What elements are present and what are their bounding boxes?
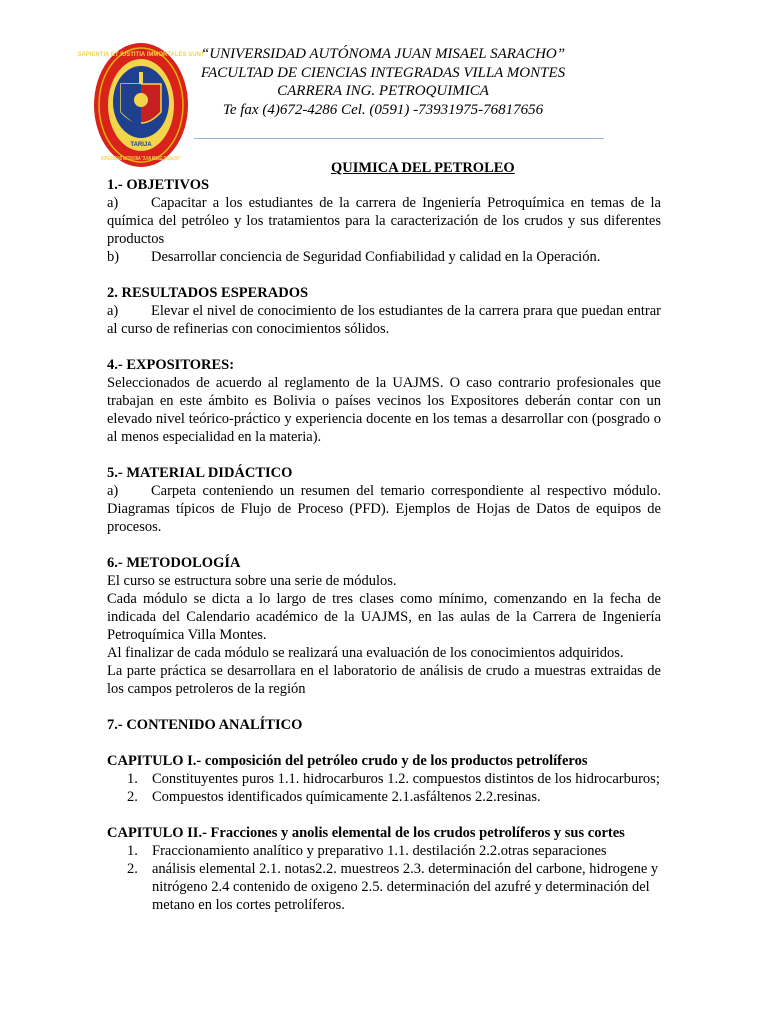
faculty-name: FACULTAD DE CIENCIAS INTEGRADAS VILLA MONTES (200, 64, 566, 81)
document-body (107, 176, 661, 914)
objetivo-b (107, 248, 661, 266)
capitulo-1-title: CAPITULO I.- composición del petróleo crudo y de los productos petrolíferos (107, 753, 588, 769)
list-item-text: Constituyentes puros 1.1. hidrocarburos 1.2. compuestos distintos de los hidrocarburos; (152, 771, 660, 787)
seal-top-text: SAPIENTIA ET IUSTITIA IMMORTALES SUNT (77, 52, 205, 58)
list-item (107, 860, 661, 914)
university-name: “UNIVERSIDAD AUTÓNOMA JUAN MISAEL SARACHO” (200, 46, 566, 62)
header-divider (194, 138, 604, 139)
document-title: QUIMICA DEL PETROLEO (331, 160, 515, 176)
metodologia-p2: Cada módulo se dicta a lo largo de tres clases como mínimo, comenzando en la fecha de indicada del Calendario académico de la UAJMS, en las aulas de la Carrera de Ingeniería Petroquímica Villa Montes. (107, 591, 661, 643)
objetivo-a (107, 194, 661, 248)
material-a-text: Carpeta conteniendo un resumen del temario correspondiente al respectivo módulo. Diagramas típicos de Flujo de Proceso (PFD). Ejemplos de Hojas de Datos de equipos de procesos. (107, 483, 661, 535)
seal-city-text: TARIJA (130, 142, 152, 148)
contact-info: Te fax (4)672-4286 Cel. (0591) -73931975-76817656 (222, 101, 544, 118)
objetivo-b-text: Desarrollar conciencia de Seguridad Confiabilidad y calidad en la Operación. (151, 249, 601, 265)
metodologia-p1: El curso se estructura sobre una serie de módulos. (107, 573, 397, 589)
item-label: a) (107, 303, 119, 319)
section-heading-material: 5.- MATERIAL DIDÁCTICO (107, 465, 293, 481)
metodologia-p3: Al finalizar de cada módulo se realizará una evaluación de los conocimientos adquiridos. (107, 645, 624, 661)
expositores-text: Seleccionados de acuerdo al reglamento de la UAJMS. O caso contrario profesionales que trabajan en este ámbito es Bolivia o países vecinos los Expositores deberán contar con un elevado nivel teórico-práctico y experiencia docente en los temas a desarrollar con (posgrado o al menos especialidad en la materia). (107, 375, 661, 445)
item-label: a) (107, 195, 119, 211)
list-item-number: 1. (127, 771, 138, 787)
university-seal-icon (77, 42, 205, 168)
list-item-text: Fraccionamiento analítico y preparativo 1.1. destilación 2.2.otras separaciones (152, 843, 607, 859)
seal-bottom-text: UNIVERSIDAD AUTONOMA "JUAN MISAEL SARACHO" (101, 156, 182, 162)
list-item-text: análisis elemental 2.1. notas2.2. muestreos 2.3. determinación del carbone, hidrogene y nitrógeno 2.4 contenido de oxigeno 2.5. determinación del azufré y determinación del metano en los cortes petrolíferos. (152, 861, 659, 913)
section-heading-contenido: 7.- CONTENIDO ANALÍTICO (107, 717, 303, 733)
capitulo-2-list (107, 842, 661, 914)
list-item-number: 1. (127, 843, 138, 859)
header (190, 45, 576, 119)
resultado-a-text: Elevar el nivel de conocimiento de los estudiantes de la carrera prara que puedan entrar al curso de refinerias con conocimientos sólidos. (107, 303, 661, 337)
section-heading-resultados: 2. RESULTADOS ESPERADOS (107, 285, 309, 301)
list-item-number: 2. (127, 789, 138, 805)
item-label: a) (107, 483, 119, 499)
section-heading-objetivos: 1.- OBJETIVOS (107, 177, 210, 193)
section-heading-metodologia: 6.- METODOLOGÍA (107, 555, 241, 571)
list-item-number: 2. (127, 861, 138, 877)
material-a (107, 482, 661, 536)
capitulo-2-title: CAPITULO II.- Fracciones y anolis elemental de los crudos petrolíferos y sus cortes (107, 825, 625, 841)
item-label: b) (107, 249, 120, 265)
resultado-a (107, 302, 661, 338)
list-item (107, 770, 661, 788)
list-item (107, 788, 661, 806)
career-name: CARRERA ING. PETROQUIMICA (277, 83, 489, 99)
capitulo-1-list (107, 770, 661, 806)
list-item-text: Compuestos identificados químicamente 2.1.asfáltenos 2.2.resinas. (152, 789, 541, 805)
objetivo-a-text: Capacitar a los estudiantes de la carrera de Ingeniería Petroquímica en temas de la química del petróleo y los tratamientos para la caracterización de los crudos y sus diferentes productos (107, 195, 661, 247)
metodologia-p4: La parte práctica se desarrollara en el laboratorio de análisis de crudo a muestras extraidas de los campos petroleros de la región (107, 663, 661, 697)
list-item (107, 842, 661, 860)
section-heading-expositores: 4.- EXPOSITORES: (107, 357, 235, 373)
